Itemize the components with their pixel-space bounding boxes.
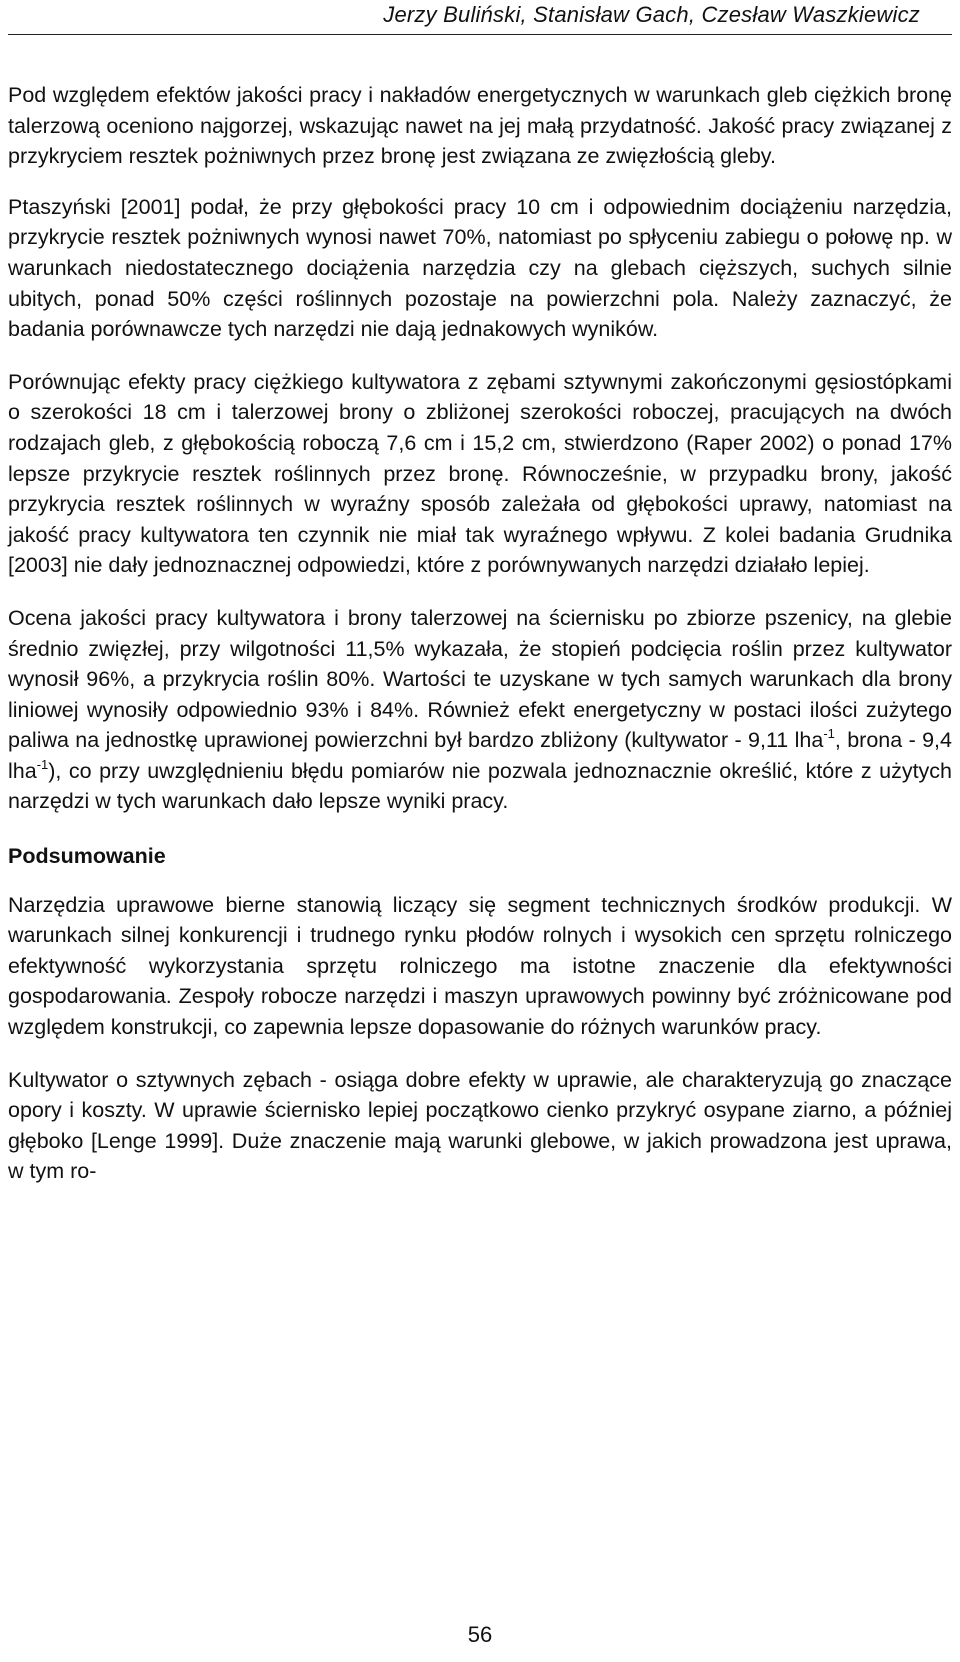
article-body — [8, 80, 952, 1187]
header-rule — [8, 34, 952, 35]
header-authors: Jerzy Buliński, Stanisław Gach, Czesław Waszkiewicz — [383, 2, 920, 27]
paragraph-4-text-mid: , brona - 9,4 l — [8, 728, 952, 783]
page-number: 56 — [467, 1622, 493, 1647]
exponent-2: -1 — [36, 756, 49, 772]
unit-ha-1: ha — [799, 728, 824, 753]
paragraph-3: Porównując efekty pracy ciężkiego kultywatora z zębami sztywnymi zakończonymi gęsiostópkami o szerokości 18 cm i talerzowej brony o zbliżonej szerokości roboczej, pracujących na dwóch rodzajach gleb, z głębokością roboczą 7,6 cm i 15,2 cm, stwierdzono (Raper 2002) o ponad 17% lepsze przykrycie resztek roślinnych przez bronę. Równocześnie, w przypadku brony, jakość przykrycia resztek roślinnych w wyraźny sposób zależała od głębokości uprawy, natomiast na jakość pracy kultywatora ten czynnik nie miał tak wyraźnego wpływu. Z kolei badania Grudnika [2003] nie dały jednoznacznej odpowiedzi, które z porównywanych narzędzi działało lepiej. — [8, 369, 952, 578]
paragraph-2: Ptaszyński [2001] podał, że przy głębokości pracy 10 cm i odpowiednim dociążeniu narzędzia, przykrycie resztek pożniwnych wynosi nawet 70%, natomiast po spłyceniu zabiegu o połowę np. w warunkach niedostatecznego dociążenia narzędzia czy na glebach cięższych, suchych silnie ubitych, ponad 50% części roślinnych pozostaje na powierzchni pola. Należy zaznaczyć, że badania porównawcze tych narzędzi nie dają jednakowych wyników. — [8, 194, 952, 342]
paragraph-4 — [8, 603, 952, 817]
paragraph-4-text-before: Ocena jakości pracy kultywatora i brony talerzowej na ściernisku po zbiorze pszenicy, na glebie średnio zwięzłej, przy wilgotności 11,5% wykazała, że stopień podcięcia roślin przez kultywator wynosił 96%, a przykrycia roślin 80%. Wartości te uzyskane w tych samych warunkach dla brony liniowej wynosiły odpowiednio 93% i 84%. Również efekt energetyczny w postaci ilości zużytego paliwa na jednostkę uprawionej powierzchni był bardzo zbliżony (kultywator - 9,11 l — [8, 605, 952, 753]
running-header — [0, 0, 960, 36]
exponent-1: -1 — [823, 726, 835, 742]
summary-paragraph-2: Kultywator o sztywnych zębach - osiąga dobre efekty w uprawie, ale charakteryzują go znaczące opory i koszty. W uprawie ściernisko lepiej początkowo cienko przykryć osypane ziarno, a później głęboko [Lenge 1999]. Duże znaczenie mają warunki glebowe, w jakich prowadzona jest uprawa, w tym ro- — [8, 1067, 952, 1184]
section-heading: Podsumowanie — [8, 844, 166, 869]
paragraph-1: Pod względem efektów jakości pracy i nakładów energetycznych w warunkach gleb ciężkich bronę talerzową oceniono najgorzej, wskazując nawet na jej małą przydatność. Jakość pracy związanej z przykryciem resztek pożniwnych przez bronę jest związana ze zwięzłością gleby. — [8, 83, 952, 169]
unit-ha-2: ha — [12, 758, 37, 783]
paragraph-4-text-after: ), co przy uwzględnieniu błędu pomiarów nie pozwala jednoznacznie określić, które z użytych narzędzi w tych warunkach dało lepsze wyniki pracy. — [8, 758, 952, 814]
summary-paragraph-1: Narzędzia uprawowe bierne stanowią liczący się segment technicznych środków produkcji. W warunkach silnej konkurencji i trudnego rynku płodów rolnych i wysokich cen sprzętu rolniczego efektywność wykorzystania sprzętu rolniczego ma istotne znaczenie dla efektywności gospodarowania. Zespoły robocze narzędzi i maszyn uprawowych powinny być zróżnicowane pod względem konstrukcji, co zapewnia lepsze dopasowanie do różnych warunków pracy. — [8, 892, 952, 1040]
